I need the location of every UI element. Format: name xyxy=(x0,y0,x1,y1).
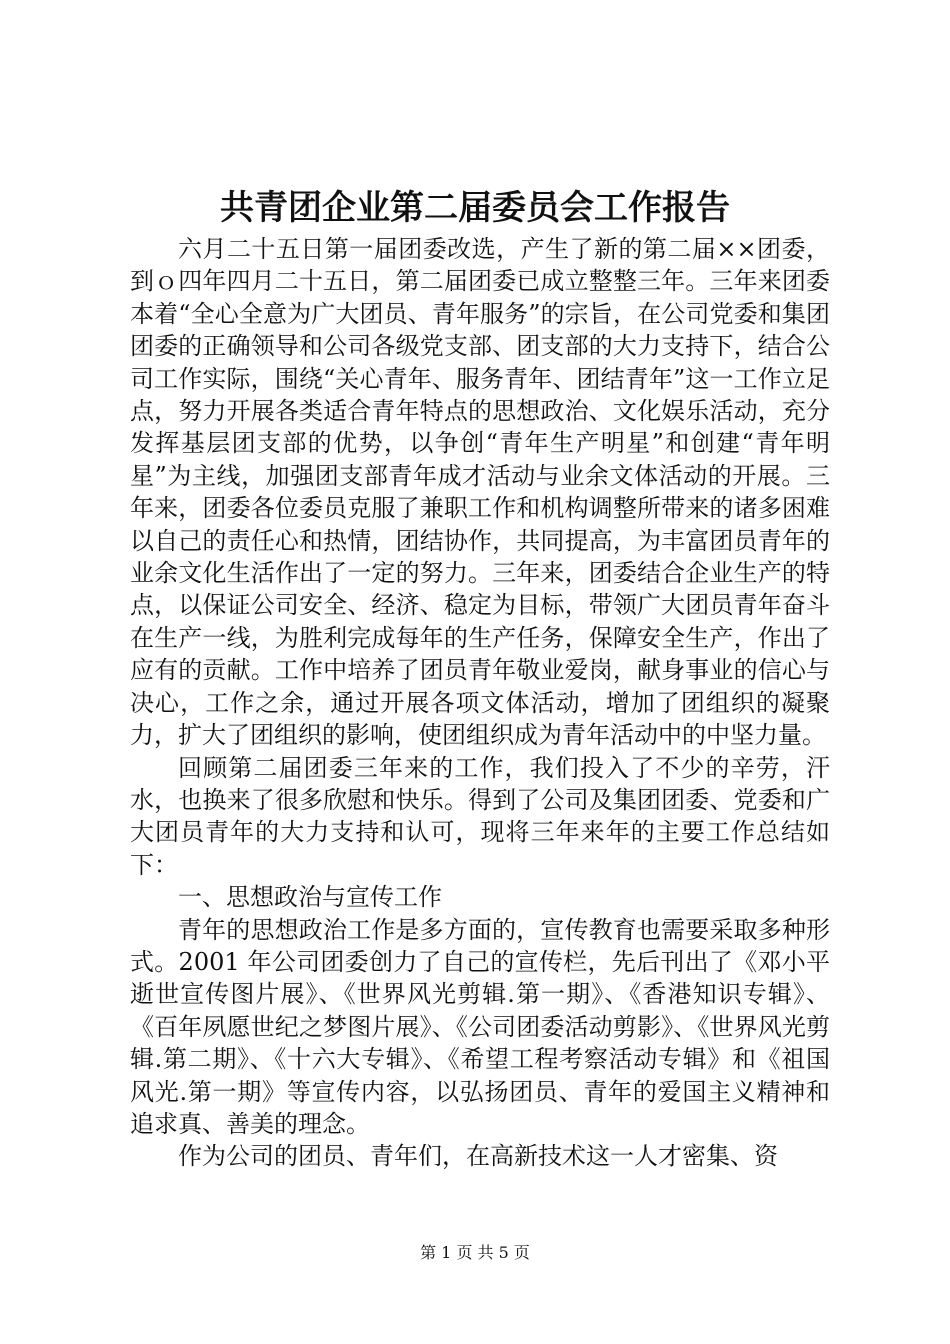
document-body xyxy=(130,233,830,1173)
section-heading-1: 一、思想政治与宣传工作 xyxy=(178,883,442,912)
page-footer: 第 1 页 共 5 页 xyxy=(420,1243,530,1262)
paragraph-review: 回顾第二届团委三年来的工作，我们投入了不少的辛劳，汗水，也换来了很多欣慰和快乐。得到了公司及集团团委、党委和广大团员青年的大力支持和认可，现将三年来年的主要工作总结如下： xyxy=(130,753,830,879)
paragraph-propaganda: 青年的思想政治工作是多方面的，宣传教育也需要采取多种形式。2001 年公司团委创力了自己的宣传栏，先后刊出了《邓小平逝世宣传图片展》、《世界风光剪辑.第一期》、《香港知识专辑》、《百年夙愿世纪之梦图片展》、《公司团委活动剪影》、《世界风光剪辑.第二期》、《十六大专辑》、《希望工程考察活动专辑》和《祖国风光.第一期》等宣传内容，以弘扬团员、青年的爱国主义精神和追求真、善美的理念。 xyxy=(130,915,830,1138)
paragraph-youth: 作为公司的团员、青年们，在高新技术这一人才密集、资 xyxy=(178,1142,778,1171)
paragraph-intro: 六月二十五日第一届团委改选，产生了新的第二届××团委，到ｏ四年四月二十五日，第二届团委已成立整整三年。三年来团委本着“全心全意为广大团员、青年服务”的宗旨，在公司党委和集团团委的正确领导和公司各级党支部、团支部的大力支持下，结合公司工作实际，围绕“关心青年、服务青年、团结青年”这一工作立足点，努力开展各类适合青年特点的思想政治、文化娱乐活动，充分发挥基层团支部的优势，以争创“青年生产明星”和创建“青年明星”为主线，加强团支部青年成才活动与业余文体活动的开展。三年来，团委各位委员克服了兼职工作和机构调整所带来的诸多困难以自己的责任心和热情，团结协作，共同提高，为丰富团员青年的业余文化生活作出了一定的努力。三年来，团委结合企业生产的特点，以保证公司安全、经济、稳定为目标，带领广大团员青年奋斗在生产一线，为胜利完成每年的生产任务，保障安全生产，作出了应有的贡献。工作中培养了团员青年敬业爱岗，献身事业的信心与决心，工作之余，通过开展各项文体活动，增加了团组织的凝聚力，扩大了团组织的影响，使团组织成为青年活动中的中坚力量。 xyxy=(130,235,830,750)
document-title: 共青团企业第二届委员会工作报告 xyxy=(220,188,730,228)
